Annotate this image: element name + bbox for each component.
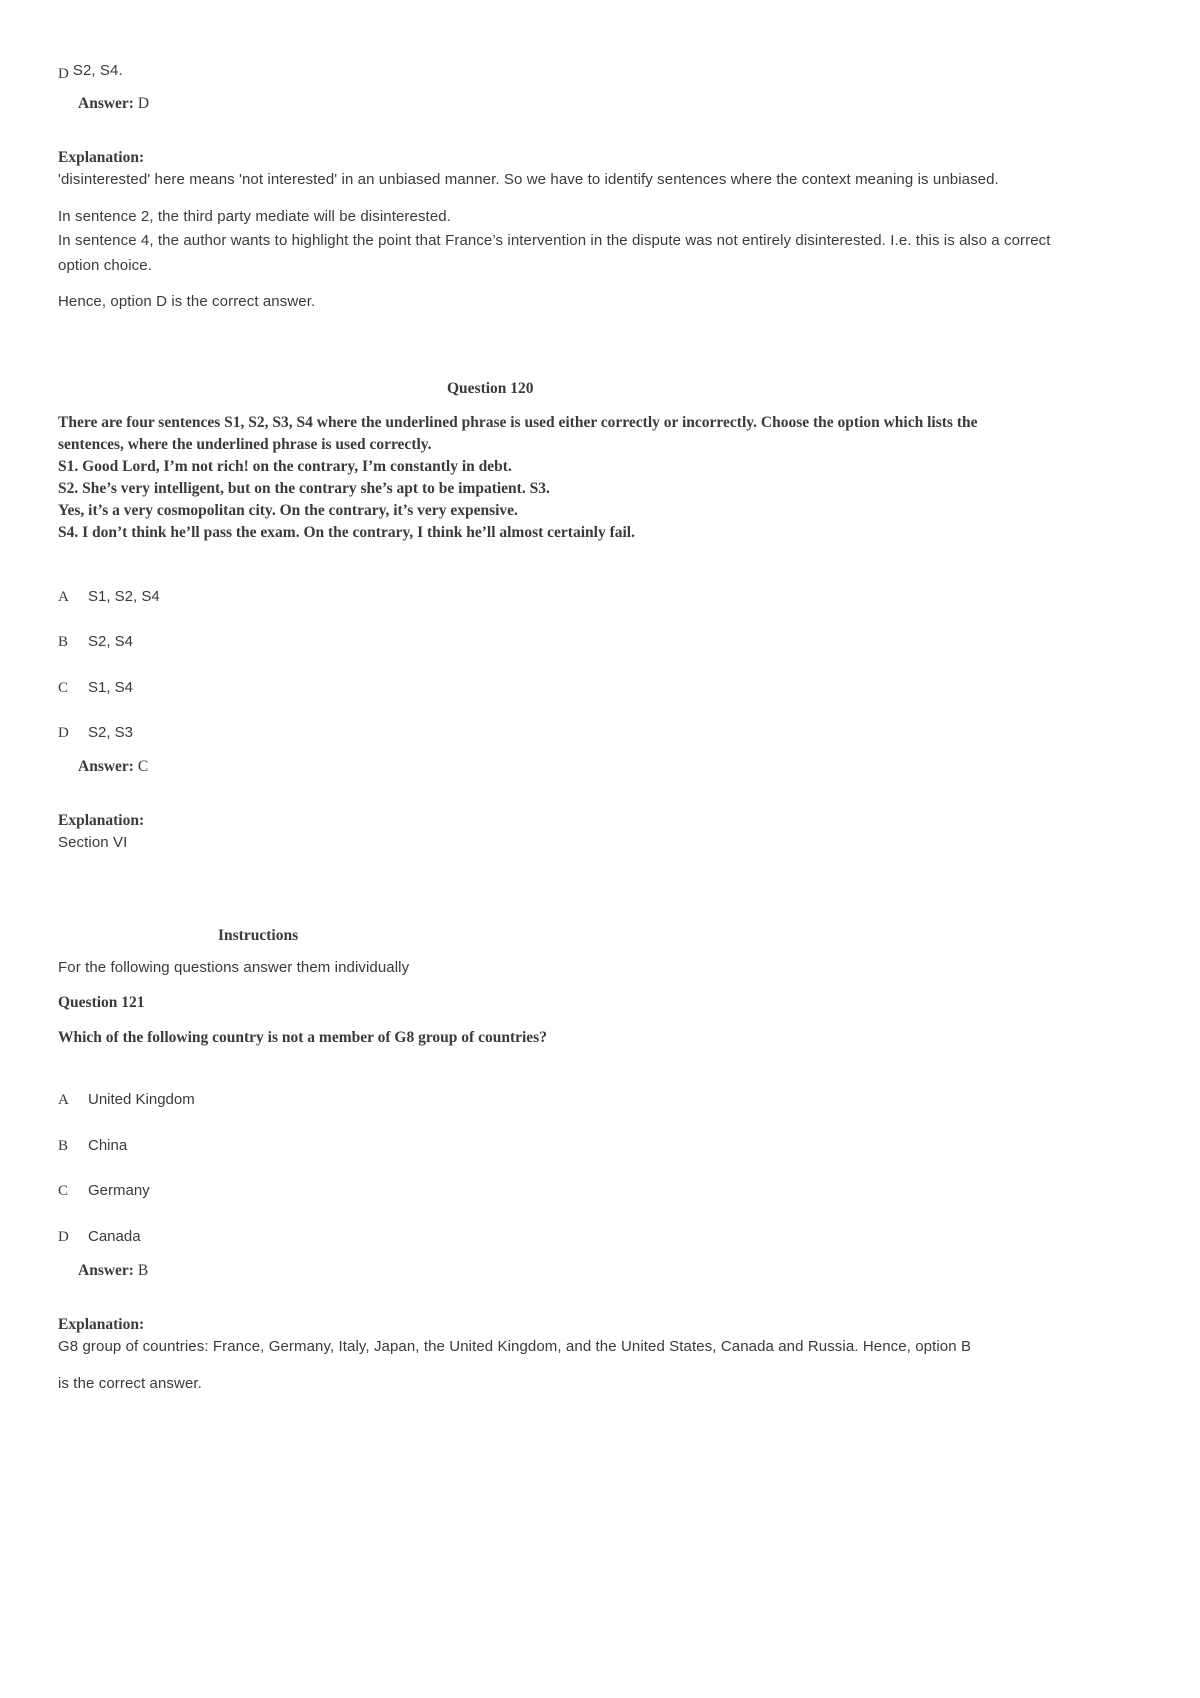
explanation-line: is the correct answer. <box>58 1375 202 1392</box>
prev-explanation-line: In sentence 4, the author wants to highlight the point that France’s intervention in the dispute was not entirely disinterested. I.e. this is also a correct <box>58 232 1051 249</box>
answer-value: D <box>137 95 150 112</box>
question-title: Question 121 <box>58 994 145 1011</box>
option-a[interactable] <box>58 1091 195 1109</box>
option-text: S1, S4 <box>88 679 134 696</box>
answer-label: Answer: <box>78 1262 134 1279</box>
stem-line: S1. Good Lord, I’m not rich! on the contrary, I’m constantly in debt. <box>58 458 512 475</box>
option-text: S2, S4 <box>88 633 134 650</box>
option-d[interactable] <box>58 1228 141 1246</box>
answer-label: Answer: <box>78 95 134 112</box>
prev-explanation-line: Hence, option D is the correct answer. <box>58 293 316 310</box>
explanation-line: G8 group of countries: France, Germany, Italy, Japan, the United Kingdom, and the United States, Canada and Russia. Hence, option B <box>58 1338 972 1355</box>
prev-explanation-line: In sentence 2, the third party mediate will be disinterested. <box>58 208 451 225</box>
stem-line: There are four sentences S1, S2, S3, S4 where the underlined phrase is used either correctly or incorrectly. Choose the option which lists the <box>58 414 978 431</box>
option-text: Germany <box>88 1182 150 1199</box>
option-d[interactable] <box>58 724 133 742</box>
stem-line: Yes, it’s a very cosmopolitan city. On the contrary, it’s very expensive. <box>58 502 518 519</box>
prev-explanation-line: 'disinterested' here means 'not interested' in an unbiased manner. So we have to identify sentences where the context meaning is unbiased. <box>58 171 999 188</box>
option-letter: D <box>58 725 69 741</box>
option-letter: C <box>58 1183 69 1199</box>
instructions-text: For the following questions answer them individually <box>58 959 410 976</box>
option-text: United Kingdom <box>88 1091 195 1108</box>
answer <box>78 758 148 776</box>
answer-value: C <box>137 758 149 775</box>
option-text: S2, S3 <box>88 724 134 741</box>
stem-line: S4. I don’t think he’ll pass the exam. On the contrary, I think he’ll almost certainly fail. <box>58 524 635 541</box>
option-text: China <box>88 1137 128 1154</box>
option-c[interactable] <box>58 1182 150 1200</box>
option-c[interactable] <box>58 679 133 697</box>
instructions-heading: Instructions <box>218 927 299 944</box>
option-text: Canada <box>88 1228 141 1245</box>
option-b[interactable] <box>58 633 133 651</box>
answer-value: B <box>137 1262 149 1279</box>
answer <box>78 1262 148 1280</box>
option-letter: A <box>58 1092 69 1108</box>
option-letter: C <box>58 680 69 696</box>
option-text: S2, S4. <box>72 62 123 79</box>
prev-explanation-line: option choice. <box>58 257 152 274</box>
question-stem <box>58 412 1138 544</box>
option-letter: B <box>58 634 69 650</box>
question-title: Question 120 <box>447 380 534 397</box>
option-letter: A <box>58 589 69 605</box>
option-text: S1, S2, S4 <box>88 588 160 605</box>
stem-line: S2. She’s very intelligent, but on the contrary she’s apt to be impatient. S3. <box>58 480 550 497</box>
option-a[interactable] <box>58 588 160 606</box>
option-b[interactable] <box>58 1137 127 1155</box>
prev-option-d <box>58 62 123 80</box>
question-stem: Which of the following country is not a member of G8 group of countries? <box>58 1029 547 1046</box>
option-letter: D <box>58 1229 69 1245</box>
stem-line: sentences, where the underlined phrase is used correctly. <box>58 436 432 453</box>
explanation-text: Section VI <box>58 834 128 851</box>
answer-label: Answer: <box>78 758 134 775</box>
prev-explanation-heading: Explanation: <box>58 149 145 166</box>
option-letter: D <box>58 66 69 82</box>
explanation-heading: Explanation: <box>58 1316 145 1333</box>
explanation-heading: Explanation: <box>58 812 145 829</box>
prev-answer <box>78 95 149 113</box>
option-letter: B <box>58 1138 69 1154</box>
